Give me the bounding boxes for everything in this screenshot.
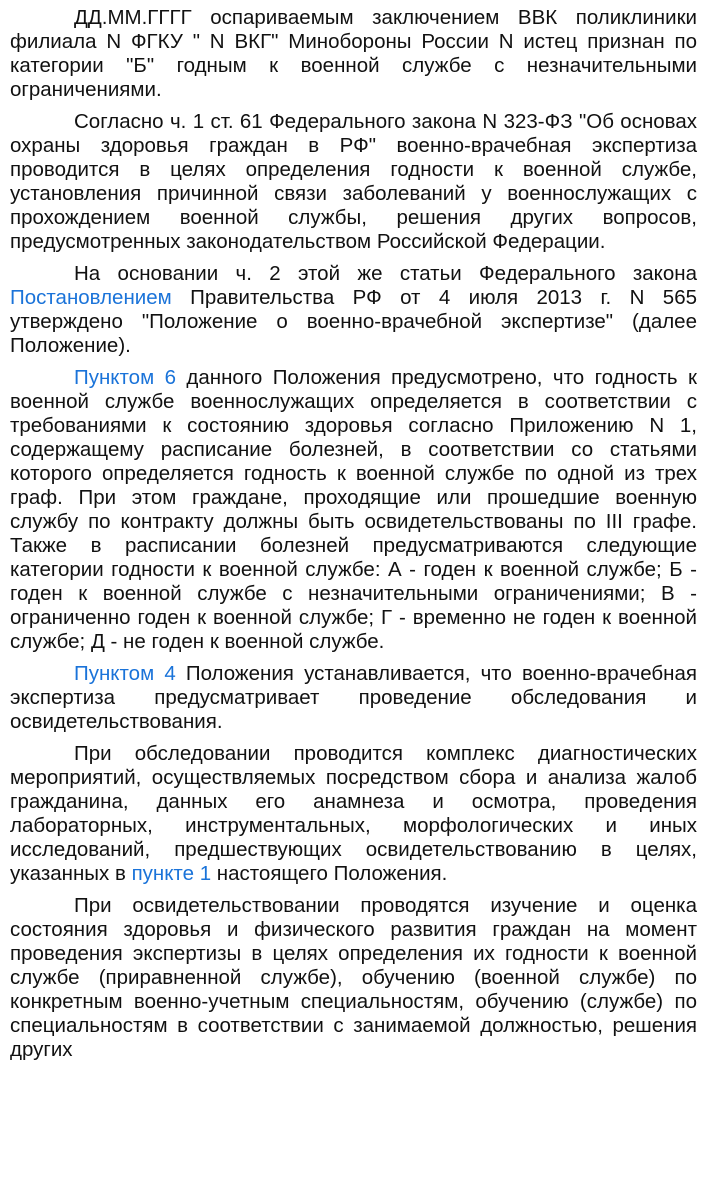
document-link[interactable]: Пунктом 6 [74,366,176,389]
paragraph-text: Согласно ч. 1 ст. 61 Федерального закона N 323-ФЗ "Об основах охраны здоровья граждан в РФ" военно-врачебная экспертиза проводится в целях определения годности к военной службе, установления причинной связи заболеваний у военнослужащих с прохождением военной службы, решения других вопросов, предусмотренных законодательством Российской Федерации. [10,110,697,253]
document-link[interactable]: Пунктом 4 [74,662,176,685]
paragraph-text: данного Положения предусмотрено, что годность к военной службе военнослужащих определяется в соответствии с требованиями к состоянию здоровья согласно Приложению N 1, содержащему расписание болезней, в соответствии со статьями которого определяется годность к военной службе по одной из трех граф. При этом граждане, проходящие или прошедшие военную службу по контракту должны быть освидетельствованы по III графе. Также в расписании болезней предусматриваются следующие категории годности к военной службе: А - годен к военной службе; Б - годен к военной службе с незначительными ограничениями; В - ограниченно годен к военной службе; Г - временно не годен к военной службе; Д - не годен к военной службе. [10,366,697,653]
paragraph-p5 [10,662,697,734]
paragraph-text: Правительства РФ от 4 июля 2013 г. N 565 утверждено "Положение о военно-врачебной экспертизе" (далее Положение). [10,286,697,357]
paragraph-text: При освидетельствовании проводятся изучение и оценка состояния здоровья и физического развития граждан на момент проведения экспертизы в целях определения их годности к военной службе (приравненной службе), обучению (военной службе) по конкретным военно-учетным специальностям, обучению (службе) по специальностям в соответствии с занимаемой должностью, решения других [10,894,697,1061]
paragraph-text: При обследовании проводится комплекс диагностических мероприятий, осуществляемых посредством сбора и анализа жалоб гражданина, данных его анамнеза и осмотра, проведения лабораторных, инструментальных, морфологических и иных исследований, предшествующих освидетельствованию в целях, указанных в [10,742,697,885]
paragraph-text: На основании ч. 2 этой же статьи Федерального закона [74,262,697,285]
document-page [10,0,697,1070]
document-body [10,6,697,1062]
paragraph-p3 [10,262,697,358]
paragraph-text: ДД.ММ.ГГГГ оспариваемым заключением ВВК поликлиники филиала N ФГКУ " N ВКГ" Минобороны России N истец признан по категории "Б" годным к военной службе с незначительными ограничениями. [10,6,697,101]
paragraph-p1 [10,6,697,102]
paragraph-text: настоящего Положения. [211,862,448,885]
paragraph-p6 [10,742,697,886]
document-link[interactable]: пункте 1 [131,862,212,885]
paragraph-p2 [10,110,697,254]
paragraph-p7 [10,894,697,1062]
paragraph-p4 [10,366,697,654]
paragraph-text: Положения устанавливается, что военно-врачебная экспертиза предусматривает проведение обследования и освидетельствования. [10,662,697,733]
document-link[interactable]: Постановлением [10,286,172,309]
